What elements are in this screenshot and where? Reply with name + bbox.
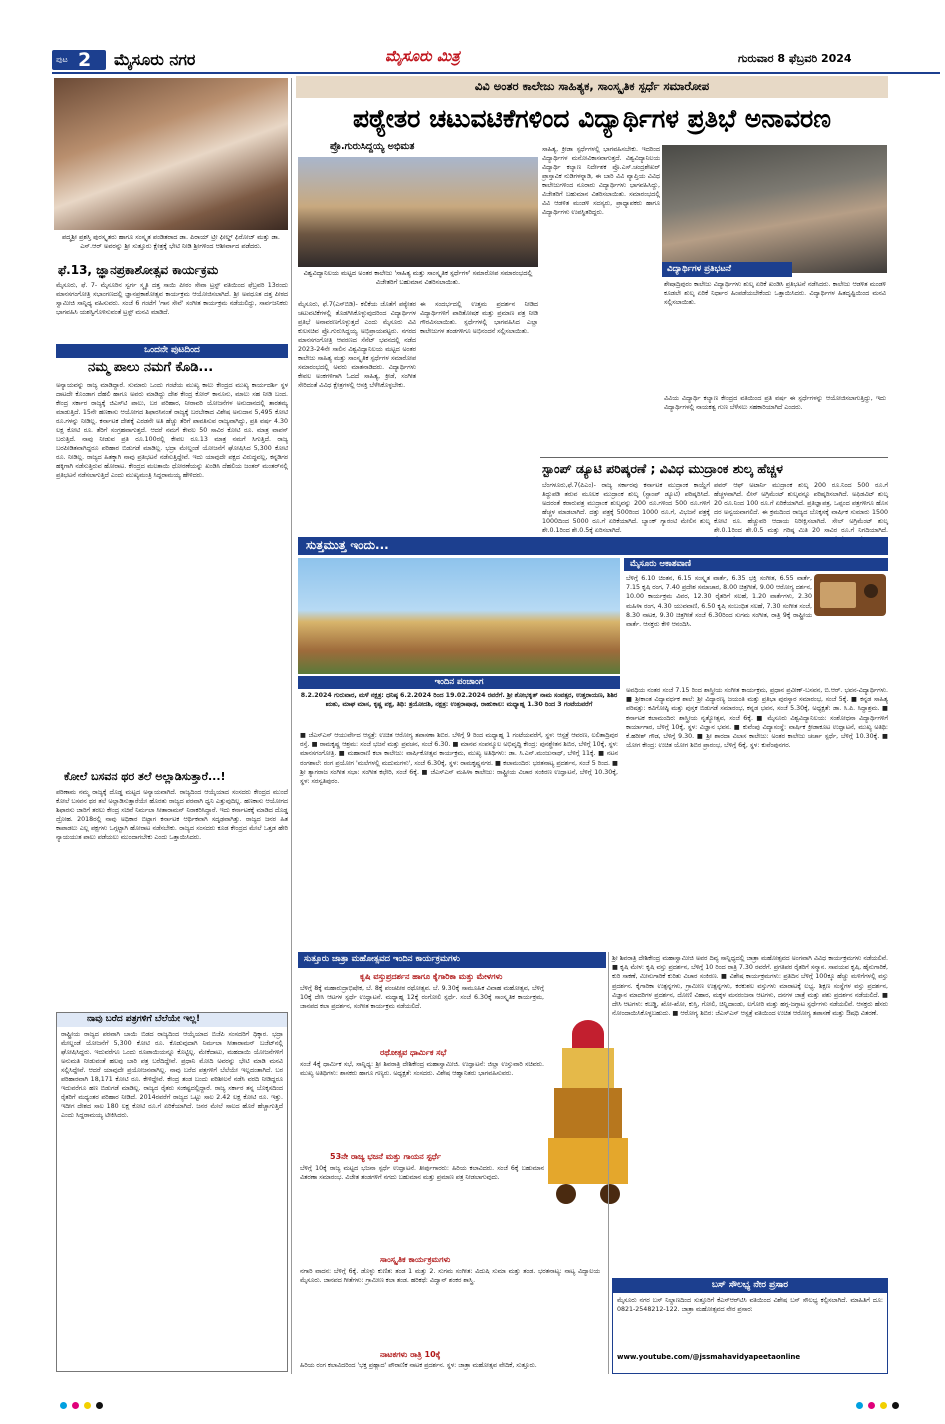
story-jnanaprakashotsava-title: ಫೆ.13, ಜ್ಞಾನಪ್ರಕಾಶೋತ್ಸವ ಕಾರ್ಯಕ್ರಮ — [58, 263, 219, 277]
bus-body: ಮೈಸೂರು ನಗರ ಬಸ್ ನಿಲ್ದಾಣದಿಂದ ಸುತ್ತೂರಿಗೆ ಕೆಎಸ್‌ಆರ್‌ಟಿಸಿ ವತಿಯಿಂದ ವಿಶೇಷ ಬಸ್ ಸೌಲಭ್ಯ ಕಲ್ಪಿಸಲಾಗಿದೆ. ಮಾಹಿತಿಗೆ ದೂ: 0821-2548212-122. ಜಾತ್ರಾ ಮಹೋತ್ಸವದ ನೇರ ಪ್ರಸಾರ: — [617, 1297, 883, 1314]
protest-photo-caption: ಶೇಷಾದ್ರಿಪುರಂ ಕಾಲೇಜು ವಿದ್ಯಾರ್ಥಿಗಳು ಶುಲ್ಕ ಏರಿಕೆ ಖಂಡಿಸಿ ಪ್ರತಿಭಟನೆ ನಡೆಸಿದರು. ಕಾಲೇಜು ಆಡಳಿತ ಮಂಡಳಿ ಕೂಡಲೇ ಶುಲ್ಕ ಏರಿಕೆ ನಿರ್ಧಾರ ಹಿಂಪಡೆಯಬೇಕೆಂದು ಒತ್ತಾಯಿಸಿದರು. ವಿದ್ಯಾರ್ಥಿಗಳ ಹಿತದೃಷ್ಟಿಯಿಂದ ಮನವಿ ಸಲ್ಲಿಸಲಾಯಿತು. — [664, 281, 886, 306]
panchanga-title-band — [298, 676, 620, 689]
section-title: ಮೈಸೂರು ನಗರ — [114, 50, 196, 69]
lead-kicker-band — [296, 76, 888, 98]
story-kole-basava-title: ಕೋಲೆ ಬಸವನ ಥರ ತಲೆ ಅಲ್ಲಾಡಿಸುತ್ತಾರೆ...! — [64, 770, 226, 783]
radio-icon — [814, 574, 886, 616]
jatre-body3: ಬೆಳಿಗ್ಗೆ 10ಕ್ಕೆ ರಾಜ್ಯ ಮಟ್ಟದ ಭಜನಾ ಸ್ಪರ್ಧೆ ಉದ್ಘಾಟನೆ. ತೀರ್ಪುಗಾರರು: ಹಿರಿಯ ಕಲಾವಿದರು. ಸಂಜೆ 6ಕ್ಕೆ ಬಹುಮಾನ ವಿತರಣಾ ಸಮಾರಂಭ. ವಿಜೇತ ತಂಡಗಳಿಗೆ ನಗದು ಬಹುಮಾನ ಮತ್ತು ಪ್ರಮಾಣ ಪತ್ರ ನೀಡಲಾಗುವುದು. — [300, 1165, 544, 1182]
header-rule — [52, 72, 940, 74]
jatre-divider — [608, 952, 609, 1374]
jatre-sub1: ಕೃಷಿ ವಸ್ತುಪ್ರದರ್ಶನ ಹಾಗೂ ಕೈಗಾರಿಕಾ ಮತ್ತು ಮೇಳಗಳು — [360, 972, 503, 981]
left-column-divider — [291, 78, 292, 1374]
jatre-body4: ನಗಾರಿ ವಾದನ: ಬೆಳಿಗ್ಗೆ 6ಕ್ಕೆ. ಡೊಳ್ಳು ಕುಣಿತ: ತಂಡ 1 ಮತ್ತು 2. ಸುಗಮ ಸಂಗೀತ: ವಿದುಷಿ ಸುಮಾ ಮತ್ತು ತಂಡ. ಭರತನಾಟ್ಯ: ನಾಟ್ಯ ವಿದ್ಯಾಲಯ ಮೈಸೂರು. ಜಾನಪದ ಗೀತೆಗಳು: ಗ್ರಾಮೀಣ ಕಲಾ ತಂಡ. ಹರಿಕಥೆ: ವಿದ್ವಾನ್ ಶಂಕರ ಶಾಸ್ತ್ರಿ. — [300, 1268, 600, 1285]
issue-date: ಗುರುವಾರ 8 ಫೆಬ್ರವರಿ 2024 — [738, 52, 852, 65]
jatre-band — [298, 952, 606, 968]
registration-marks — [60, 1402, 900, 1412]
protest-tag — [662, 262, 792, 277]
story-kole-basava-body: ಪರಿಣಾಮ ನಮ್ಮ ರಾಜ್ಯಕ್ಕೆ ದೊಡ್ಡ ಮಟ್ಟದ ಅನ್ಯಾಯವಾಗಿದೆ. ರಾಜ್ಯದಿಂದ ಆಯ್ಕೆಯಾದ ಸಂಸದರು ಕೇಂದ್ರದ ಮುಂದೆ ಕೋಲೆ ಬಸವನ ಥರ ತಲೆ ಅಲ್ಲಾಡಿಸುತ್ತಾರೆಯೇ ಹೊರತು ರಾಜ್ಯದ ಪರವಾಗಿ ಧ್ವನಿ ಎತ್ತುವುದಿಲ್ಲ. ಹಣಕಾಸು ಆಯೋಗದ ಶಿಫಾರಸು ಜಾರಿಗೆ ತರಲು ಕೇಂದ್ರ ಸಚಿವೆ ನಿರ್ಮಲಾ ಸೀತಾರಾಮನ್ ನಿರಾಕರಿಸಿದ್ದಾರೆ. ಇದು ಕರ್ನಾಟಕಕ್ಕೆ ಮಾಡಿದ ದೊಡ್ಡ ದ್ರೋಹ. 2018ರಲ್ಲಿ ನಾವು ಅಧಿಕಾರ ಬಿಟ್ಟಾಗ ಕರ್ನಾಟಕ ಆರ್ಥಿಕವಾಗಿ ಸದೃಢವಾಗಿತ್ತು. ರಾಜ್ಯದ ಜನರ ಹಿತ ಕಾಪಾಡಲು ಎಲ್ಲ ಪಕ್ಷಗಳು ಒಗ್ಗಟ್ಟಾಗಿ ಹೋರಾಟ ನಡೆಸಬೇಕು. ರಾಜ್ಯದ ಸಂಸದರು ಕೂಡ ಕೇಂದ್ರದ ಮೇಲೆ ಒತ್ತಡ ಹೇರಿ ನ್ಯಾಯಯುತ ಪಾಲು ಪಡೆಯಲು ಮುಂದಾಗಬೇಕು ಎಂದು ಒತ್ತಾಯಿಸಿದರು. — [56, 789, 288, 841]
radio-title: ಮೈಸೂರು ಆಕಾಶವಾಣಿ — [630, 559, 691, 569]
stamp-duty-col2: ಪವರ್ ಆಫ್ ಅಟಾರ್ನಿ ಮುದ್ರಾಂಕ ಶುಲ್ಕ 200 ರೂ.ನಿಂದ 500 ರೂ.ಗೆ ಹೆಚ್ಚಳವಾಗಿದೆ. ಲೀಸ್ ಅಗ್ರಿಮೆಂಟ್ ಶುಲ್ಕವನ್ನೂ ಪರಿಷ್ಕರಿಸಲಾಗಿದೆ. ಅಫಿಡವಿಟ್ ಶುಲ್ಕ 20 ರೂ.ನಿಂದ 100 ರೂ.ಗೆ ಏರಿಕೆಯಾಗಿದೆ. ಪ್ರತಿಜ್ಞಾಪತ್ರ, ಒಪ್ಪಂದ ಪತ್ರಗಳಿಗೂ ಹೊಸ ದರ ಅನ್ವಯವಾಗಲಿದೆ. ಈ ಕ್ರಮದಿಂದ ರಾಜ್ಯದ ಬೊಕ್ಕಸಕ್ಕೆ ವಾರ್ಷಿಕ ಸುಮಾರು 1500 ಕೋಟಿ ರೂ. ಹೆಚ್ಚುವರಿ ಆದಾಯ ನಿರೀಕ್ಷಿಸಲಾಗಿದೆ. ಸೇಲ್ ಅಗ್ರಿಮೆಂಟ್ ಶುಲ್ಕ ಶೇ.0.1ರಿಂದ ಶೇ.0.5 ಮತ್ತು ಗರಿಷ್ಠ ಮಿತಿ 20 ಸಾವಿರ ರೂ.ಗೆ ನಿಗದಿಯಾಗಿದೆ. — [714, 482, 888, 534]
radio-schedule: ಬೆಳಿಗ್ಗೆ 6.10 ಚಿಂತನ, 6.15 ಸಂಸ್ಕೃತ ವಾರ್ತೆ, 6.35 ಭಕ್ತಿ ಸಂಗೀತ, 6.55 ವಾರ್ತೆ, 7.15 ಕೃಷಿ ರಂಗ, 7.40 ಪ್ರದೇಶ ಸಮಾಚಾರ, 8.00 ಚಿತ್ರಗೀತೆ, 9.00 ಆರೋಗ್ಯ ದರ್ಶನ, 10.00 ಕಾರ್ಯಕ್ರಮ ವಿವರ, 12.30 ರೈತರಿಗೆ ಸಲಹೆ, 1.20 ವಾರ್ತೆಗಳು, 2.30 ಮಹಿಳಾ ರಂಗ, 4.30 ಯುವವಾಣಿ, 6.50 ಕೃಷಿ ಸಂಬಂಧಿತ ಸಲಹೆ, 7.30 ಸಂಗೀತ ಸಂಜೆ, 8.30 ನಾಟಕ, 9.30 ಚಿತ್ರಗೀತೆ ಸಂಜೆ 6.30ರಿಂದ ಸುಗಮ ಸಂಗೀತ, ರಾತ್ರಿ 9ಕ್ಕೆ ರಾಷ್ಟ್ರೀಯ ವಾರ್ತೆ. ಆಸಕ್ತರು ಕೇಳಿ ಆನಂದಿಸಿ. — [626, 575, 813, 629]
lead-body-col4: ವಿವಿಯ ವಿದ್ಯಾರ್ಥಿ ಕಲ್ಯಾಣ ಕೇಂದ್ರದ ವತಿಯಿಂದ ಪ್ರತಿ ವರ್ಷ ಈ ಸ್ಪರ್ಧೆಗಳನ್ನು ಆಯೋಜಿಸಲಾಗುತ್ತಿದ್ದು, ಇದು ವಿದ್ಯಾರ್ಥಿಗಳಲ್ಲಿ ನಾಯಕತ್ವ ಗುಣ ಬೆಳೆಸಲು ಸಹಕಾರಿಯಾಗಿದೆ ಎಂದರು. — [664, 395, 886, 411]
today-band — [298, 537, 888, 555]
saints-photo-caption: ಪದ್ಮಶ್ರೀ ಪ್ರಶಸ್ತಿ ಪುರಸ್ಕೃತರು ಹಾಗೂ ಸಂಸ್ಕೃತ ಪಂಡಿತರಾದ ಡಾ. ಪಿರಾಯ್ ಟ್ರೀ ಫೀಲ್ಡ್ ಫಿರೋಜ್ ಮತ್ತು ಡಾ. ಎಸ್.ಆರ್ ಅವರನ್ನು ಶ್ರೀ ಸುತ್ತೂರು ಕ್ಷೇತ್ರಕ್ಕೆ ಭೇಟಿ ನೀಡಿ ಶ್ರೀಗಳಿಂದ ಆಶೀರ್ವಾದ ಪಡೆದರು. — [62, 233, 280, 250]
stamp-duty-title: ಸ್ಟಾಂಪ್ ಡ್ಯೂಟಿ ಪರಿಷ್ಕರಣೆ ; ವಿವಿಧ ಮುದ್ರಾಂಕ ಶುಲ್ಕ ಹೆಚ್ಚಳ — [542, 461, 783, 476]
page-label: ಪುಟ — [56, 55, 68, 64]
lead-kicker: ವಿವಿ ಅಂತರ ಕಾಲೇಜು ಸಾಹಿತ್ಯಕ, ಸಾಂಸ್ಕೃತಿಕ ಸ್ಪರ್ಧೆ ಸಮಾರೋಪ — [474, 79, 710, 93]
jatre-body5: ಹಿರಿಯ ರಂಗ ಕಲಾವಿದರಿಂದ 'ಭಕ್ತ ಪ್ರಹ್ಲಾದ' ಪೌರಾಣಿಕ ನಾಟಕ ಪ್ರದರ್ಶನ. ಸ್ಥಳ: ಜಾತ್ರಾ ಮಹೋತ್ಸವ ವೇದಿಕೆ, ಸುತ್ತೂರು. — [300, 1362, 537, 1369]
story-our-share-body: ಅನ್ಯಾಯವನ್ನು ರಾಜ್ಯ ಮಾಡಿದ್ದಾರೆ. ಸುಮಾರು ಒಂದು ಗಂಟೆಯ ಮುಖ್ಯ ಕಾಲು ಕೇಂದ್ರದ ಮುಖ್ಯ ಕಾರ್ಯದರ್ಶಿ ಸ್ಥಳ ದಾಟದೇ ಕೊಂಡಾಗ ದೆಹಲಿ ಹಾಗೂ ಅವರು ಮಾಡಿದ್ದು ದೇಶ ಕೇಂದ್ರ ಕೋರ್ ಕಾನೂನು, ಮಾಲು ಸಹ ನೀಡಿ ಬಂದ. ಕೇಂದ್ರ ಸರ್ಕಾರ ರಾಜ್ಯಕ್ಕೆ ಜಿಎಸ್‌ಟಿ ಪಾಲು, ಬರ ಪರಿಹಾರ, ನೀರಾವರಿ ಯೋಜನೆಗಳ ಅನುದಾನದಲ್ಲಿ ತಾರತಮ್ಯ ಮಾಡುತ್ತಿದೆ. 15ನೇ ಹಣಕಾಸು ಆಯೋಗದ ಶಿಫಾರಸಿನಂತೆ ರಾಜ್ಯಕ್ಕೆ ಬರಬೇಕಾದ ವಿಶೇಷ ಅನುದಾನ 5,495 ಕೋಟಿ ರೂ.ಗಳನ್ನು ನೀಡಿಲ್ಲ. ಕರ್ನಾಟಕ ದೇಶಕ್ಕೆ ಎರಡನೇ ಅತಿ ಹೆಚ್ಚು ತೆರಿಗೆ ಪಾವತಿಸುವ ರಾಜ್ಯವಾಗಿದ್ದು, ಪ್ರತಿ ವರ್ಷ 4.30 ಲಕ್ಷ ಕೋಟಿ ರೂ. ತೆರಿಗೆ ಸಂಗ್ರಹವಾಗುತ್ತದೆ. ಆದರೆ ನಮಗೆ ಕೇವಲ 50 ಸಾವಿರ ಕೋಟಿ ರೂ. ಮಾತ್ರ ವಾಪಸ್ ಬರುತ್ತಿದೆ. ನಾವು ನೀಡುವ ಪ್ರತಿ ರೂ.100ರಲ್ಲಿ ಕೇವಲ ರೂ.13 ಮಾತ್ರ ನಮಗೆ ಸಿಗುತ್ತಿದೆ. ರಾಜ್ಯ ಬರಪೀಡಿತವಾಗಿದ್ದರೂ ಪರಿಹಾರ ಬಿಡುಗಡೆ ಮಾಡಿಲ್ಲ. ಭದ್ರಾ ಮೇಲ್ದಂಡೆ ಯೋಜನೆಗೆ ಘೋಷಿಸಿದ 5,300 ಕೋಟಿ ರೂ. ನೀಡಿಲ್ಲ. ರಾಜ್ಯದ ಹಿತಕ್ಕಾಗಿ ನಾವು ಪ್ರತಿಭಟನೆ ನಡೆಸುತ್ತಿದ್ದೇವೆ. ಇದು ಯಾವುದೇ ಪಕ್ಷದ ವಿರುದ್ಧವಲ್ಲ, ಕನ್ನಡಿಗರ ಹಕ್ಕಿಗಾಗಿ ನಡೆಸುತ್ತಿರುವ ಹೋರಾಟ. ಕೇಂದ್ರದ ಮಲತಾಯಿ ಧೋರಣೆಯನ್ನು ಖಂಡಿಸಿ ದೆಹಲಿಯ ಜಂತರ್ ಮಂತರ್‌ನಲ್ಲಿ ಪ್ರತಿಭಟನೆ ನಡೆಸಲಾಗುತ್ತಿದೆ ಎಂದು ಮುಖ್ಯಮಂತ್ರಿ ಸಿದ್ದರಾಮಯ್ಯ ಹೇಳಿದರು. — [56, 382, 288, 479]
bus-youtube-link[interactable]: www.youtube.com/@jssmahavidyapeetaonline — [617, 1353, 801, 1361]
header-bar — [52, 46, 942, 70]
today-band-title: ಸುತ್ತಮುತ್ತ ಇಂದು... — [306, 538, 389, 552]
jatre-sub4: ಸಾಂಸ್ಕೃತಿಕ ಕಾರ್ಯಕ್ರಮಗಳು — [380, 1255, 451, 1264]
panchanga-title: ಇಂದಿನ ಪಂಚಾಂಗ — [434, 677, 484, 687]
bus-box — [612, 1278, 888, 1374]
page-number-badge — [52, 50, 106, 70]
saints-photo — [54, 78, 288, 230]
letters-box-body: ರಾಷ್ಟ್ರೀಯ ರಾಜ್ಯದ ಪರವಾಗಿ ಬಾಯಿ ಬಿಡದ ರಾಜ್ಯದಿಂದ ಆಯ್ಕೆಯಾದ ಬಿಜೆಪಿ ಸಂಸದರಿಗೆ ಧಿಕ್ಕಾರ. ಭದ್ರಾ ಮೇಲ್ದಂಡೆ ಯೋಜನೆಗೆ 5,300 ಕೋಟಿ ರೂ. ಕೊಡುವುದಾಗಿ ನಿರ್ಮಲಾ ಸೀತಾರಾಮನ್ ಬಜೆಟ್‌ನಲ್ಲಿ ಘೋಷಿಸಿದ್ದರು. ಇದುವರೆಗೂ ಒಂದು ರೂಪಾಯಿಯನ್ನೂ ಕೊಟ್ಟಿಲ್ಲ. ಮೇಕೆದಾಟು, ಮಹದಾಯಿ ಯೋಜನೆಗಳಿಗೆ ಅನುಮತಿ ನೀಡುವಂತೆ ಹಲವು ಬಾರಿ ಪತ್ರ ಬರೆದಿದ್ದೇವೆ. ಪ್ರಧಾನಿ ಮೋದಿ ಅವರನ್ನು ಭೇಟಿ ಮಾಡಿ ಮನವಿ ಸಲ್ಲಿಸಿದ್ದೇವೆ. ಆದರೆ ಯಾವುದೇ ಪ್ರಯೋಜನವಾಗಿಲ್ಲ. ನಾವು ಬರೆದ ಪತ್ರಗಳಿಗೆ ಬೆಲೆಯೇ ಇಲ್ಲದಂತಾಗಿದೆ. ಬರ ಪರಿಹಾರವಾಗಿ 18,171 ಕೋಟಿ ರೂ. ಕೇಳಿದ್ದೇವೆ. ಕೇಂದ್ರ ತಂಡ ಬಂದು ಪರಿಶೀಲನೆ ನಡೆಸಿ ವರದಿ ನೀಡಿದ್ದರೂ ಇದುವರೆಗೂ ಹಣ ಬಿಡುಗಡೆ ಮಾಡಿಲ್ಲ. ರಾಜ್ಯದ ರೈತರು ಸಂಕಷ್ಟದಲ್ಲಿದ್ದಾರೆ. ರಾಜ್ಯ ಸರ್ಕಾರ ತನ್ನ ಬೊಕ್ಕಸದಿಂದ ರೈತರಿಗೆ ಮಧ್ಯಂತರ ಪರಿಹಾರ ನೀಡಿದೆ. 2014ರವರೆಗೆ ರಾಜ್ಯದ ಒಟ್ಟು ಸಾಲ 2.42 ಲಕ್ಷ ಕೋಟಿ ರೂ. ಇತ್ತು. ಇದೀಗ ದೇಶದ ಸಾಲ 180 ಲಕ್ಷ ಕೋಟಿ ರೂ.ಗೆ ಏರಿಕೆಯಾಗಿದೆ. ಜನರ ಮೇಲೆ ಸಾಲದ ಹೊರೆ ಹೆಚ್ಚಾಗುತ್ತಿದೆ ಎಂದು ಸಿದ್ದರಾಮಯ್ಯ ಟೀಕಿಸಿದರು. — [61, 1031, 283, 1119]
page-number: 2 — [78, 49, 92, 71]
from-front-page-band — [56, 344, 288, 358]
today-left-events: ■ ಜೆಎಸ್‌ಎಸ್ ಆಯುರ್ವೇದ ಆಸ್ಪತ್ರೆ: ಉಚಿತ ಆರೋಗ್ಯ ತಪಾಸಣಾ ಶಿಬಿರ. ಬೆಳಿಗ್ಗೆ 9 ರಿಂದ ಮಧ್ಯಾಹ್ನ 1 ಗಂಟೆಯವರೆಗೆ, ಸ್ಥಳ: ಆಸ್ಪತ್ರೆ ಆವರಣ, ಲಲಿತಾದ್ರಿಪುರ ರಸ್ತೆ. ■ ರಾಮಕೃಷ್ಣ ಆಶ್ರಮ: ಸಂಜೆ ಭಜನೆ ಮತ್ತು ಪ್ರವಚನ, ಸಂಜೆ 6.30. ■ ಮಾನವ ಸಂಪನ್ಮೂಲ ಅಭಿವೃದ್ಧಿ ಕೇಂದ್ರ: ಪುನಶ್ಚೇತನ ಶಿಬಿರ, ಬೆಳಿಗ್ಗೆ 10ಕ್ಕೆ, ಸ್ಥಳ: ಮಾನಸಗಂಗೋತ್ರಿ. ■ ಮಹಾರಾಣಿ ಕಲಾ ಕಾಲೇಜು: ವಾರ್ಷಿಕೋತ್ಸವ ಕಾರ್ಯಕ್ರಮ, ಮುಖ್ಯ ಅತಿಥಿಗಳು: ಡಾ. ಸಿ.ಎನ್.ಮಂಜುನಾಥ್, ಬೆಳಿಗ್ಗೆ 11ಕ್ಕೆ. ■ ನಟನ ರಂಗಶಾಲೆ: ರಂಗ ಪ್ರಯೋಗ 'ಮಲೆಗಳಲ್ಲಿ ಮದುಮಗಳು', ಸಂಜೆ 6.30ಕ್ಕೆ, ಸ್ಥಳ: ರಾಮಕೃಷ್ಣನಗರ. ■ ಕಲಾಮಂದಿರ: ಭರತನಾಟ್ಯ ಪ್ರದರ್ಶನ, ಸಂಜೆ 5 ರಿಂದ. ■ ಶ್ರೀ ತ್ಯಾಗರಾಜ ಸಂಗೀತ ಸಭಾ: ಸಂಗೀತ ಕಛೇರಿ, ಸಂಜೆ 6ಕ್ಕೆ. ■ ಜೆಎಸ್‌ಎಸ್ ಮಹಿಳಾ ಕಾಲೇಜು: ರಾಷ್ಟ್ರೀಯ ವಿಚಾರ ಸಂಕಿರಣ ಉದ್ಘಾಟನೆ, ಬೆಳಿಗ್ಗೆ 10.30ಕ್ಕೆ, ಸ್ಥಳ: ಸರಸ್ವತಿಪುರಂ. — [300, 732, 618, 786]
lead-body-col1: ಮೈಸೂರು, ಫೆ.7(ಎಸ್‌ಬಿಡಿ)- ಕಲಿಕೆಯ ಜೊತೆಗೆ ಪಠ್ಯೇತರ ಚಟುವಟಿಕೆಗಳಲ್ಲಿ ತೊಡಗಿಸಿಕೊಳ್ಳುವುದರಿಂದ ವಿದ್ಯಾರ್ಥಿಗಳ ಪ್ರತಿಭೆ ಅನಾವರಣಗೊಳ್ಳುತ್ತದೆ ಎಂದು ಮೈಸೂರು ವಿವಿ ಕುಲಸಚಿವ ಪ್ರೊ.ಗುರುಸಿದ್ದಯ್ಯ ಅಭಿಪ್ರಾಯಪಟ್ಟರು. ನಗರದ ಮಾನಸಗಂಗೋತ್ರಿ ಆವರಣದ ಸೆನೆಟ್ ಭವನದಲ್ಲಿ ನಡೆದ 2023-24ನೇ ಸಾಲಿನ ವಿಶ್ವವಿದ್ಯಾನಿಲಯ ಮಟ್ಟದ ಅಂತರ ಕಾಲೇಜು ಸಾಹಿತ್ಯ ಮತ್ತು ಸಾಂಸ್ಕೃತಿಕ ಸ್ಪರ್ಧೆಗಳ ಸಮಾರೋಪ ಸಮಾರಂಭದಲ್ಲಿ ಅವರು ಮಾತನಾಡಿದರು. ವಿದ್ಯಾರ್ಥಿಗಳು ಕೇವಲ ಅಂಕಗಳಿಗಾಗಿ ಓದದೆ ಸಾಹಿತ್ಯ, ಕ್ರೀಡೆ, ಸಂಗೀತ ಸೇರಿದಂತೆ ವಿವಿಧ ಕ್ಷೇತ್ರಗಳಲ್ಲಿ ಆಸಕ್ತಿ ಬೆಳೆಸಿಕೊಳ್ಳಬೇಕು. — [298, 301, 416, 389]
jatre-sub2: ರಥೋತ್ಸವ ಧಾರ್ಮಿಕ ಸಭೆ — [380, 1048, 447, 1057]
lead-byline: ಪ್ರೊ.ಗುರುಸಿದ್ದಯ್ಯ ಅಭಿಮತ — [330, 141, 415, 152]
jatre-body1: ಬೆಳಿಗ್ಗೆ 8ಕ್ಕೆ ಮಹಾರುದ್ರಾಭಿಷೇಕ, ಬೆ. 8ಕ್ಕೆ ಪಂಚಪೀಠ ರಥೋತ್ಸವ. ಬೆ. 9.30ಕ್ಕೆ ಸಾಮೂಹಿಕ ವಿವಾಹ ಮಹೋತ್ಸವ, ಬೆಳಿಗ್ಗೆ 10ಕ್ಕೆ ದೇಸಿ ಆಟಗಳ ಸ್ಪರ್ಧೆ ಉದ್ಘಾಟನೆ. ಮಧ್ಯಾಹ್ನ 12ಕ್ಕೆ ರಂಗೋಲಿ ಸ್ಪರ್ಧೆ. ಸಂಜೆ 6.30ಕ್ಕೆ ಸಾಂಸ್ಕೃತಿಕ ಕಾರ್ಯಕ್ರಮ, ಜಾನಪದ ಕಲಾ ಪ್ರದರ್ಶನ, ಸಂಗೀತ ಕಾರ್ಯಕ್ರಮ ನಡೆಯಲಿದೆ. — [300, 985, 544, 1011]
from-front-page-label: ಒಂದನೇ ಪುಟದಿಂದ — [144, 345, 200, 355]
jatre-band-title: ಸುತ್ತೂರು ಜಾತ್ರಾ ಮಹೋತ್ಸವದ ಇಂದಿನ ಕಾರ್ಯಕ್ರಮಗಳು — [304, 954, 460, 964]
jatre-sub5: ನಾಟಕಗಳು ರಾತ್ರಿ 10ಕ್ಕೆ — [380, 1350, 441, 1359]
stamp-duty-col1: ಬೆಂಗಳೂರು,ಫೆ.7(ಪಿಎಂ)- ರಾಜ್ಯ ಸರ್ಕಾರವು ಕರ್ನಾಟಕ ಮುದ್ರಾಂಕ ಕಾಯ್ದೆಗೆ ತಿದ್ದುಪಡಿ ತರುವ ಮೂಲಕ ಮುದ್ರಾಂಕ ಶುಲ್ಕ (ಸ್ಟಾಂಪ್ ಡ್ಯೂಟಿ) ಪರಿಷ್ಕರಿಸಿದೆ. ಅದರಂತೆ ಕರಾರುಪತ್ರ ಮುದ್ರಾಂಕ ಶುಲ್ಕವನ್ನು 200 ರೂ.ಗಳಿಂದ 500 ರೂ.ಗಳಿಗೆ ಹೆಚ್ಚಳ ಮಾಡಲಾಗಿದೆ. ದತ್ತು ಪತ್ರಕ್ಕೆ 500ರಿಂದ 1000 ರೂ.ಗೆ, ವಿಭಜನೆ ಪತ್ರಕ್ಕೆ 1000ದಿಂದ 5000 ರೂ.ಗೆ ಏರಿಕೆಯಾಗಿದೆ. ಬ್ಯಾಂಕ್ ಗ್ಯಾರಂಟಿ ಮೇಲಿನ ಶುಲ್ಕ ಶೇ.0.1ರಿಂದ ಶೇ.0.5ಕ್ಕೆ ಏರಿಸಲಾಗಿದೆ. — [542, 482, 710, 534]
protest-photo — [662, 145, 887, 273]
lead-body-col3: ಸಾಹಿತ್ಯ, ಕ್ರೀಡಾ ಸ್ಪರ್ಧೆಗಳಲ್ಲಿ ಭಾಗವಹಿಸಬೇಕು. ಇದರಿಂದ ವಿದ್ಯಾರ್ಥಿಗಳ ಮನೋವಿಕಾಸವಾಗುತ್ತದೆ. ವಿಶ್ವವಿದ್ಯಾನಿಲಯ ವಿದ್ಯಾರ್ಥಿ ಕಲ್ಯಾಣ ನಿರ್ದೇಶಕ ಪ್ರೊ.ಎಸ್.ಚಂದ್ರಶೇಖರ್ ಪ್ರಾಸ್ತಾವಿಕ ನುಡಿಗಳನ್ನಾಡಿ, ಈ ಬಾರಿ ವಿವಿ ವ್ಯಾಪ್ತಿಯ ವಿವಿಧ ಕಾಲೇಜುಗಳಿಂದ ನೂರಾರು ವಿದ್ಯಾರ್ಥಿಗಳು ಭಾಗವಹಿಸಿದ್ದು, ವಿಜೇತರಿಗೆ ಬಹುಮಾನ ವಿತರಿಸಲಾಯಿತು. ಸಮಾರಂಭದಲ್ಲಿ ವಿವಿ ಆಡಳಿತ ಮಂಡಳಿ ಸದಸ್ಯರು, ಪ್ರಾಧ್ಯಾಪಕರು ಹಾಗೂ ವಿದ್ಯಾರ್ಥಿಗಳು ಉಪಸ್ಥಿತರಿದ್ದರು. — [542, 146, 660, 216]
bus-title: ಬಸ್ ಸೌಲಭ್ಯ ನೇರ ಪ್ರಸಾರ — [711, 1280, 789, 1290]
stamp-top-rule — [540, 457, 888, 458]
story-our-share-title: ನಮ್ಮ ಪಾಲು ನಮಗೆ ಕೊಡಿ... — [88, 360, 214, 375]
story-jnanaprakashotsava-body: ಮೈಸೂರು, ಫೆ. 7- ಮೈಸೂರಿನ ಸ್ವರ್ಗ ಸ್ಮೃತಿ ದತ್ತ ಸಾಯಿ ಪೀಠಂ ಸೇವಾ ಟ್ರಸ್ಟ್ ವತಿಯಿಂದ ಫೆಬ್ರವರಿ 13ರಂದು ಮಾನಸಗಂಗೋತ್ರಿ ಸಭಾಂಗಣದಲ್ಲಿ ಜ್ಞಾನಪ್ರಕಾಶೋತ್ಸವ ಕಾರ್ಯಕ್ರಮ ಆಯೋಜಿಸಲಾಗಿದೆ. ಶ್ರೀ ಅವಧೂತ ದತ್ತ ಪೀಠದ ಸ್ವಾಮೀಜಿ ಸಾನ್ನಿಧ್ಯ ವಹಿಸುವರು. ಸಂಜೆ 6 ಗಂಟೆಗೆ 'ಗಾನ ಸೇವೆ' ಸಂಗೀತ ಕಾರ್ಯಕ್ರಮ ನಡೆಯಲಿದ್ದು, ಸಾರ್ವಜನಿಕರು ಭಾಗವಹಿಸಿ ಯಶಸ್ವಿಗೊಳಿಸುವಂತೆ ಟ್ರಸ್ಟ್ ಮನವಿ ಮಾಡಿದೆ. — [56, 282, 288, 316]
radio-title-band — [624, 558, 888, 571]
panchanga-body: 8.2.2024 ಗುರುವಾರ, ಮಳೆ ನಕ್ಷತ್ರ: ಧನಿಷ್ಠ 6.2.2024 ರಿಂದ 19.02.2024 ರವರೆಗೆ. ಶ್ರೀ ಶೋಭಕೃತ್ ನಾಮ ಸಂವತ್ಸರ, ಉತ್ತರಾಯಣ, ಶಿಶಿರ ಋತು, ಮಾಘ ಮಾಸ, ಕೃಷ್ಣ ಪಕ್ಷ, ತಿಥಿ: ತ್ರಯೋದಶಿ, ನಕ್ಷತ್ರ: ಉತ್ತರಾಷಾಢ, ರಾಹುಕಾಲ: ಮಧ್ಯಾಹ್ನ 1.30 ರಿಂದ 3 ಗಂಟೆಯವರೆಗೆ — [300, 692, 618, 709]
jatre-body2: ಸಂಜೆ 4ಕ್ಕೆ ಧಾರ್ಮಿಕ ಸಭೆ, ಸಾನ್ನಿಧ್ಯ: ಶ್ರೀ ಶಿವರಾತ್ರಿ ದೇಶಿಕೇಂದ್ರ ಮಹಾಸ್ವಾಮೀಜಿ. ಉದ್ಘಾಟನೆ: ಜಿಲ್ಲಾ ಉಸ್ತುವಾರಿ ಸಚಿವರು. ಮುಖ್ಯ ಅತಿಥಿಗಳು: ಶಾಸಕರು ಹಾಗೂ ಗಣ್ಯರು. ಅಧ್ಯಕ್ಷತೆ: ಸಂಸದರು. ವಿಶೇಷ ಆಹ್ವಾನಿತರು ಭಾಗವಹಿಸುವರು. — [300, 1061, 544, 1078]
bus-title-band — [613, 1279, 887, 1293]
lead-body-col2: ಈ ಸಂದರ್ಭದಲ್ಲಿ ಉತ್ತಮ ಪ್ರದರ್ಶನ ನೀಡಿದ ವಿದ್ಯಾರ್ಥಿಗಳಿಗೆ ಪಾರಿತೋಷಕ ಮತ್ತು ಪ್ರಮಾಣ ಪತ್ರ ನೀಡಿ ಗೌರವಿಸಲಾಯಿತು. ಸ್ಪರ್ಧೆಗಳಲ್ಲಿ ಭಾಗವಹಿಸಿದ ಎಲ್ಲಾ ಕಾಲೇಜುಗಳ ತಂಡಗಳಿಗೂ ಅಭಿನಂದನೆ ಸಲ್ಲಿಸಲಾಯಿತು. — [420, 301, 538, 335]
letters-box — [56, 1012, 288, 1372]
masthead: ಮೈಸೂರು ಮಿತ್ರ — [385, 47, 460, 65]
palace-photo — [298, 558, 620, 674]
lead-headline: ಪಠ್ಯೇತರ ಚಟುವಟಿಕೆಗಳಿಂದ ವಿದ್ಯಾರ್ಥಿಗಳ ಪ್ರತಿಭೆ ಅನಾವರಣ — [353, 104, 831, 133]
today-right-events: ಅವಧಿಯ ನಂತರ ಸಂಜೆ 7.15 ರಿಂದ ಶಾಸ್ತ್ರೀಯ ಸಂಗೀತ ಕಾರ್ಯಕ್ರಮ, ಪ್ರಧಾನ ಪ್ರವೀಣ್-ಬಸವನ, ಬಿ.ಆರ್. ಭವನ-ವಿದ್ಯಾರ್ಥಿಗಳು. ■ ಶ್ರೀಕಾಂತ ವಿದ್ಯಾವರ್ಧಕ ಶಾಲೆ: ಶ್ರೀ ವಿದ್ಯಾರಣ್ಯ ಜಯಂತಿ ಮತ್ತು ಪ್ರತಿಭಾ ಪುರಸ್ಕಾರ ಸಮಾರಂಭ, ಸಂಜೆ 5ಕ್ಕೆ. ■ ಕನ್ನಡ ಸಾಹಿತ್ಯ ಪರಿಷತ್ತು: ಕವಿಗೋಷ್ಠಿ ಮತ್ತು ಪುಸ್ತಕ ಬಿಡುಗಡೆ ಸಮಾರಂಭ, ಕನ್ನಡ ಭವನ, ಸಂಜೆ 5.30ಕ್ಕೆ, ಅಧ್ಯಕ್ಷತೆ: ಡಾ. ಸಿ.ಪಿ. ಸಿದ್ದಾಶ್ರಮ. ■ ಕರ್ನಾಟಕ ಕಲಾಮಂದಿರ: ಶಾಸ್ತ್ರೀಯ ನೃತ್ಯೋತ್ಸವ, ಸಂಜೆ 6ಕ್ಕೆ. ■ ಮೈಸೂರು ವಿಶ್ವವಿದ್ಯಾನಿಲಯ: ಸಂಶೋಧನಾ ವಿದ್ಯಾರ್ಥಿಗಳಿಗೆ ಕಾರ್ಯಾಗಾರ, ಬೆಳಿಗ್ಗೆ 10ಕ್ಕೆ, ಸ್ಥಳ: ವಿಜ್ಞಾನ ಭವನ. ■ ಕುವೆಂಪು ವಿದ್ಯಾಸಂಸ್ಥೆ: ವಾರ್ಷಿಕ ಕ್ರೀಡಾಕೂಟ ಉದ್ಘಾಟನೆ, ಮುಖ್ಯ ಅತಿಥಿ: ಕೆ.ಹರೀಶ್ ಗೌಡ, ಬೆಳಿಗ್ಗೆ 9.30. ■ ಶ್ರೀ ಶಾರದಾ ವಿಲಾಸ ಕಾಲೇಜು: ಅಂತರ ಕಾಲೇಜು ಚರ್ಚಾ ಸ್ಪರ್ಧೆ, ಬೆಳಿಗ್ಗೆ 10.30ಕ್ಕೆ. ■ ಯೋಗ ಕೇಂದ್ರ: ಉಚಿತ ಯೋಗ ಶಿಬಿರ ಪ್ರಾರಂಭ, ಬೆಳಿಗ್ಗೆ 6ಕ್ಕೆ, ಸ್ಥಳ: ಕುವೆಂಪುನಗರ. — [626, 687, 888, 750]
award-photo — [298, 157, 538, 267]
protest-tag-label: ವಿದ್ಯಾರ್ಥಿಗಳ ಪ್ರತಿಭಟನೆ — [667, 264, 731, 274]
letters-box-title: ನಾವು ಬರೆದ ಪತ್ರಗಳಿಗೆ ಬೆಲೆಯೇ ಇಲ್ಲ! — [87, 1014, 201, 1024]
jatre-sub3: 53ನೇ ರಾಜ್ಯ ಭಜನೆ ಮತ್ತು ಗಾಯನ ಸ್ಪರ್ಧೆ — [330, 1152, 442, 1161]
award-photo-caption: ವಿಶ್ವವಿದ್ಯಾನಿಲಯ ಮಟ್ಟದ ಅಂತರ ಕಾಲೇಜು 'ಸಾಹಿತ್ಯ ಮತ್ತು ಸಾಂಸ್ಕೃತಿಕ ಸ್ಪರ್ಧೆಗಳ' ಸಮಾರೋಪ ಸಮಾರಂಭದಲ್ಲಿ ವಿಜೇತರಿಗೆ ಬಹುಮಾನ ವಿತರಿಸಲಾಯಿತು. — [303, 269, 533, 286]
jatre-right-events: ಶ್ರೀ ಶಿವರಾತ್ರಿ ದೇಶಿಕೇಂದ್ರ ಮಹಾಸ್ವಾಮೀಜಿ ಅವರ ದಿವ್ಯ ಸಾನ್ನಿಧ್ಯದಲ್ಲಿ ಜಾತ್ರಾ ಮಹೋತ್ಸವದ ಅಂಗವಾಗಿ ವಿವಿಧ ಕಾರ್ಯಕ್ರಮಗಳು ನಡೆಯಲಿವೆ. ■ ಕೃಷಿ ಮೇಳ: ಕೃಷಿ ವಸ್ತು ಪ್ರದರ್ಶನ, ಬೆಳಿಗ್ಗೆ 10 ರಿಂದ ರಾತ್ರಿ 7.30 ರವರೆಗೆ. ಪ್ರಗತಿಪರ ರೈತರಿಗೆ ಸನ್ಮಾನ. ಸಾವಯವ ಕೃಷಿ, ಹೈನುಗಾರಿಕೆ, ಕುರಿ ಸಾಕಣೆ, ಮೀನುಗಾರಿಕೆ ಕುರಿತು ವಿಚಾರ ಸಂಕಿರಣ. ■ ವಿಶೇಷ ಕಾರ್ಯಕ್ರಮಗಳು: ಪ್ರತಿದಿನ ಬೆಳಿಗ್ಗೆ 100ಕ್ಕೂ ಹೆಚ್ಚು ಮಳಿಗೆಗಳಲ್ಲಿ ವಸ್ತು ಪ್ರದರ್ಶನ. ಕೈಗಾರಿಕಾ ಉತ್ಪನ್ನಗಳು, ಗ್ರಾಮೀಣ ಉತ್ಪನ್ನಗಳು, ಕರಕುಶಲ ವಸ್ತುಗಳು ಮಾರಾಟಕ್ಕೆ ಲಭ್ಯ. ಶಿಕ್ಷಣ ಸಂಸ್ಥೆಗಳ ವಸ್ತು ಪ್ರದರ್ಶನ, ವಿಜ್ಞಾನ ಮಾದರಿಗಳ ಪ್ರದರ್ಶನ, ದೋಣಿ ವಿಹಾರ, ಮಕ್ಕಳ ಮನರಂಜನಾ ಆಟಗಳು, ದನಗಳ ಜಾತ್ರೆ ಮತ್ತು ಪಶು ಪ್ರದರ್ಶನ ನಡೆಯಲಿದೆ. ■ ದೇಸಿ ಆಟಗಳು: ಕಬಡ್ಡಿ, ಖೋ-ಖೋ, ಕುಸ್ತಿ, ಗೋಲಿ, ಚಿನ್ನಿದಾಂಡು, ಲಗೋರಿ ಮತ್ತು ಹಗ್ಗ-ಜಗ್ಗಾಟ ಸ್ಪರ್ಧೆಗಳು ನಡೆಯಲಿವೆ. ಆಸಕ್ತರು ಹೆಸರು ನೋಂದಾಯಿಸಿಕೊಳ್ಳಬಹುದು. ■ ಆರೋಗ್ಯ ಶಿಬಿರ: ಜೆಎಸ್‌ಎಸ್ ಆಸ್ಪತ್ರೆ ವತಿಯಿಂದ ಉಚಿತ ಆರೋಗ್ಯ ತಪಾಸಣೆ ಮತ್ತು ಔಷಧಿ ವಿತರಣೆ. — [612, 955, 888, 1018]
